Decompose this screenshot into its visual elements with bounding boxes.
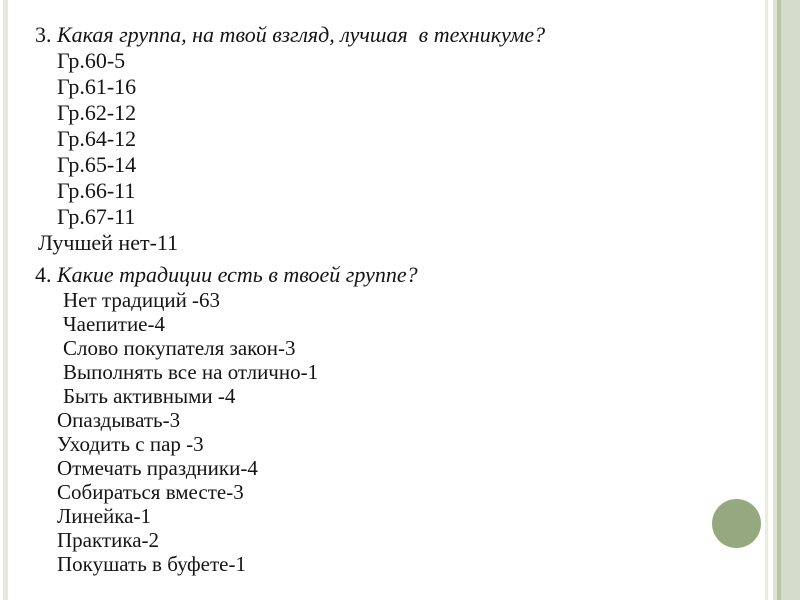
answer-line: Лучшей нет-11 bbox=[38, 230, 179, 255]
answer-line: Отмечать праздники-4 bbox=[57, 456, 258, 480]
answer-line: Практика-2 bbox=[57, 528, 160, 552]
question-4 bbox=[0, 262, 762, 288]
answer-line: Слово покупателя закон-3 bbox=[63, 336, 296, 360]
question-3-text: Какая группа, на твой взгляд, лучшая в техникуме? bbox=[57, 22, 546, 47]
answer-line: Гр.66-11 bbox=[57, 178, 136, 203]
answer-line: Уходить с пар -3 bbox=[57, 432, 204, 456]
question-3 bbox=[0, 22, 762, 48]
slide-content bbox=[0, 22, 762, 576]
answer-line: Линейка-1 bbox=[57, 504, 151, 528]
answer-line: Нет традиций -63 bbox=[63, 288, 221, 312]
decorative-circle bbox=[712, 499, 761, 548]
answer-line: Выполнять все на отлично-1 bbox=[63, 360, 319, 384]
answer-line: Чаепитие-4 bbox=[63, 312, 165, 336]
answer-line: Собираться вместе-3 bbox=[57, 480, 244, 504]
answer-line: Покушать в буфете-1 bbox=[57, 552, 246, 576]
question-4-text: Какие традиции есть в твоей группе? bbox=[57, 262, 418, 287]
answer-line: Гр.61-16 bbox=[57, 74, 137, 99]
answer-line: Гр.64-12 bbox=[57, 126, 137, 151]
answer-line: Гр.62-12 bbox=[57, 100, 137, 125]
answer-line: Быть активными -4 bbox=[63, 384, 236, 408]
answer-line: Гр.60-5 bbox=[57, 48, 126, 73]
answer-line: Опаздывать-3 bbox=[57, 408, 181, 432]
answer-line: Гр.67-11 bbox=[57, 204, 136, 229]
question-3-number: 3. bbox=[35, 22, 57, 47]
answer-line: Гр.65-14 bbox=[57, 152, 137, 177]
right-accent-column bbox=[773, 0, 800, 600]
question-4-number: 4. bbox=[35, 262, 57, 287]
right-thin-stripe bbox=[765, 0, 768, 600]
question-4-section bbox=[0, 262, 762, 576]
question-3-section bbox=[0, 22, 762, 256]
